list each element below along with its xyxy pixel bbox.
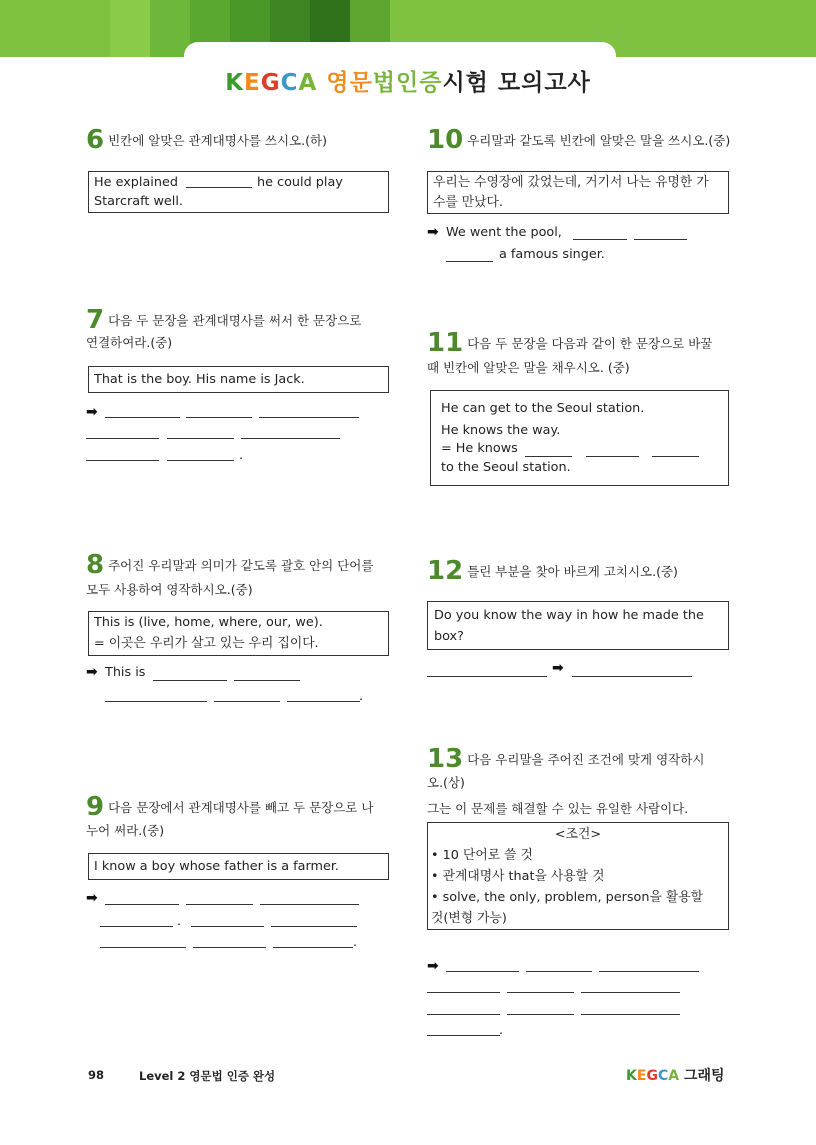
question-11-prompt-line2: 때 빈칸에 알맞은 말을 채우시오. (중) bbox=[427, 360, 630, 375]
question-11-prompt bbox=[427, 328, 713, 358]
box-text: He knows the way. bbox=[441, 423, 561, 438]
answer-blank[interactable] bbox=[273, 947, 353, 948]
period: . bbox=[359, 689, 364, 704]
page-title bbox=[0, 64, 816, 97]
answer-prefix: This is bbox=[105, 665, 146, 680]
answer-blank[interactable] bbox=[586, 456, 639, 457]
prompt-text: 다음 우리말을 주어진 조건에 맞게 영작하시 bbox=[467, 752, 705, 767]
question-number: 7 bbox=[86, 305, 105, 335]
question-9-prompt bbox=[86, 792, 374, 822]
book-title: Level 2 영문법 인증 완성 bbox=[139, 1069, 276, 1083]
brand-letter: C bbox=[657, 1068, 669, 1084]
question-number: 10 bbox=[427, 125, 464, 155]
question-9-prompt-line2: 누어 써라.(중) bbox=[86, 823, 165, 838]
question-number: 6 bbox=[86, 125, 105, 155]
answer-blank[interactable] bbox=[241, 438, 340, 439]
answer-blank[interactable] bbox=[186, 187, 252, 188]
box-text: box? bbox=[434, 629, 464, 644]
condition-item: • 10 단어로 쓸 것 bbox=[431, 848, 533, 863]
period: . bbox=[239, 448, 244, 463]
arrow-icon: ➡ bbox=[552, 660, 564, 676]
answer-blank[interactable] bbox=[191, 926, 264, 927]
question-number: 12 bbox=[427, 556, 464, 586]
box-text: That is the boy. His name is Jack. bbox=[94, 372, 305, 387]
answer-prefix: We went the pool, bbox=[446, 225, 562, 240]
prompt-text: 빈칸에 알맞은 관계대명사를 쓰시오.(하) bbox=[108, 133, 327, 148]
question-10-prompt bbox=[427, 125, 731, 155]
question-8-prompt bbox=[86, 550, 374, 580]
box-text: I know a boy whose father is a farmer. bbox=[94, 859, 339, 874]
condition-item: • solve, the only, problem, person을 활용할 bbox=[431, 890, 703, 905]
question-6-prompt bbox=[86, 125, 327, 155]
brand-letter: E bbox=[244, 70, 261, 96]
answer-blank[interactable] bbox=[525, 456, 572, 457]
brand-letter: K bbox=[225, 70, 245, 96]
box-text: he could play bbox=[257, 175, 343, 190]
answer-blank[interactable] bbox=[100, 926, 173, 927]
arrow-icon: ➡ bbox=[427, 958, 439, 974]
question-13-prompt bbox=[427, 744, 705, 774]
question-7-prompt-line2: 연결하여라.(중) bbox=[86, 335, 173, 350]
condition-item: • 관계대명사 that을 사용할 것 bbox=[431, 869, 605, 884]
answer-blank[interactable] bbox=[446, 261, 493, 262]
question-7-prompt bbox=[86, 305, 362, 335]
title-part: 영문 bbox=[326, 70, 373, 96]
answer-blank[interactable] bbox=[572, 676, 692, 677]
answer-blank[interactable] bbox=[167, 460, 234, 461]
arrow-icon: ➡ bbox=[86, 890, 98, 906]
box-text: = 이곳은 우리가 살고 있는 우리 집이다. bbox=[94, 636, 319, 651]
answer-blank[interactable] bbox=[260, 904, 359, 905]
answer-blank[interactable] bbox=[634, 239, 687, 240]
question-8-prompt-line2: 모두 사용하여 영작하시오.(중) bbox=[86, 582, 253, 597]
box-text: He can get to the Seoul station. bbox=[441, 401, 645, 416]
box-text: 우리는 수영장에 갔었는데, 거기서 나는 유명한 가 bbox=[433, 175, 709, 190]
answer-blank[interactable] bbox=[105, 417, 180, 418]
answer-blank[interactable] bbox=[105, 904, 179, 905]
answer-blank[interactable] bbox=[446, 971, 519, 972]
prompt-text: 우리말과 같도록 빈칸에 알맞은 말을 쓰시오.(중) bbox=[467, 133, 731, 148]
answer-blank[interactable] bbox=[214, 701, 280, 702]
answer-blank[interactable] bbox=[599, 971, 699, 972]
answer-blank[interactable] bbox=[507, 992, 574, 993]
brand-letter: G bbox=[260, 70, 281, 96]
answer-blank[interactable] bbox=[573, 239, 627, 240]
prompt-text: 다음 문장에서 관계대명사를 빼고 두 문장으로 나 bbox=[108, 800, 374, 815]
answer-suffix: a famous singer. bbox=[499, 247, 605, 262]
brand-letter: E bbox=[636, 1068, 647, 1084]
korean-sentence: 그는 이 문제를 해결할 수 있는 유일한 사람이다. bbox=[427, 801, 689, 816]
prompt-text: 틀린 부분을 찾아 바르게 고치시오.(중) bbox=[467, 564, 678, 579]
answer-blank[interactable] bbox=[193, 947, 266, 948]
answer-blank[interactable] bbox=[427, 1014, 500, 1015]
box-text: = He knows bbox=[441, 441, 518, 456]
box-text: He explained bbox=[94, 175, 178, 190]
answer-blank[interactable] bbox=[186, 904, 253, 905]
arrow-icon: ➡ bbox=[86, 664, 98, 680]
arrow-icon: ➡ bbox=[427, 224, 439, 240]
answer-blank[interactable] bbox=[427, 676, 547, 677]
answer-blank[interactable] bbox=[100, 947, 186, 948]
brand-letter: K bbox=[626, 1068, 637, 1084]
page-number: 98 bbox=[88, 1068, 105, 1082]
box-text: 수를 만났다. bbox=[433, 195, 503, 210]
answer-blank[interactable] bbox=[271, 926, 357, 927]
answer-blank[interactable] bbox=[287, 701, 360, 702]
question-13-prompt-line2: 오.(상) bbox=[427, 775, 465, 790]
box-text: Starcraft well. bbox=[94, 194, 183, 209]
answer-blank[interactable] bbox=[581, 992, 680, 993]
answer-blank[interactable] bbox=[234, 680, 300, 681]
answer-blank[interactable] bbox=[186, 417, 252, 418]
period: . bbox=[177, 914, 182, 929]
box-text: to the Seoul station. bbox=[441, 460, 571, 475]
answer-blank[interactable] bbox=[167, 438, 234, 439]
answer-blank[interactable] bbox=[427, 992, 500, 993]
box-text: Do you know the way in how he made the bbox=[434, 608, 704, 623]
answer-blank[interactable] bbox=[581, 1014, 680, 1015]
prompt-text: 다음 두 문장을 다음과 같이 한 문장으로 바꿀 bbox=[467, 336, 713, 351]
period: . bbox=[353, 935, 358, 950]
answer-blank[interactable] bbox=[526, 971, 592, 972]
brand-letter: G bbox=[646, 1068, 658, 1084]
brand-letter: A bbox=[668, 1068, 680, 1084]
question-number: 9 bbox=[86, 792, 105, 822]
arrow-icon: ➡ bbox=[86, 404, 98, 420]
prompt-text: 다음 두 문장을 관계대명사를 써서 한 문장으로 bbox=[108, 313, 362, 328]
condition-item: 것(변형 가능) bbox=[431, 911, 507, 926]
period: . bbox=[499, 1023, 504, 1038]
title-part: 법인증 bbox=[372, 70, 443, 96]
answer-blank[interactable] bbox=[259, 417, 359, 418]
answer-blank[interactable] bbox=[86, 438, 159, 439]
answer-blank[interactable] bbox=[427, 1035, 500, 1036]
box-text: This is (live, home, where, our, we). bbox=[94, 615, 323, 630]
header-stripe bbox=[150, 0, 190, 57]
question-number: 13 bbox=[427, 744, 464, 774]
question-12-prompt bbox=[427, 556, 678, 586]
answer-blank[interactable] bbox=[86, 460, 159, 461]
question-number: 8 bbox=[86, 550, 105, 580]
answer-blank[interactable] bbox=[153, 680, 227, 681]
header-stripe bbox=[110, 0, 150, 57]
answer-blank[interactable] bbox=[105, 701, 207, 702]
prompt-text: 주어진 우리말과 의미가 같도록 괄호 안의 단어를 bbox=[108, 558, 374, 573]
title-part: 시험 모의고사 bbox=[442, 70, 591, 96]
footer-brand bbox=[626, 1065, 725, 1085]
brand-suffix: 그래팅 bbox=[683, 1068, 725, 1084]
brand-letter: C bbox=[280, 70, 299, 96]
conditions-title: <조건> bbox=[554, 827, 602, 842]
answer-blank[interactable] bbox=[652, 456, 699, 457]
question-number: 11 bbox=[427, 328, 464, 358]
brand-letter: A bbox=[298, 70, 318, 96]
answer-blank[interactable] bbox=[507, 1014, 574, 1015]
